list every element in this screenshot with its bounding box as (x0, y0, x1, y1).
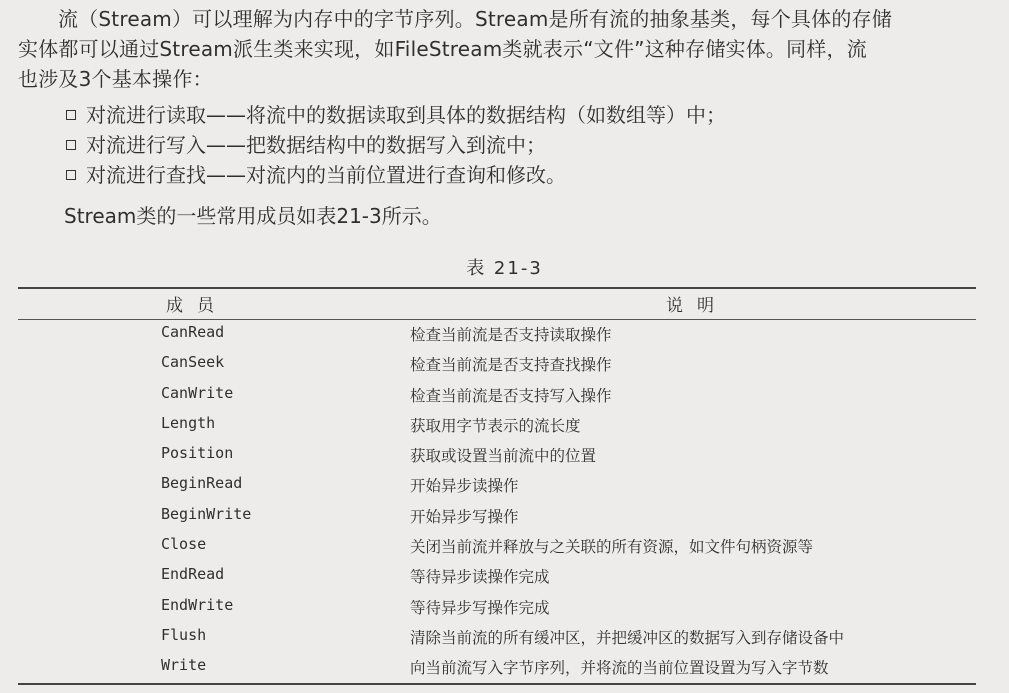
member-cell: Flush (161, 625, 207, 644)
table-row (0, 321, 1009, 351)
description-cell: 关闭当前流并释放与之关联的所有资源，如文件句柄资源等 (410, 538, 814, 557)
operation-text: 对流进行查找——对流内的当前位置进行查询和修改。 (86, 163, 566, 187)
description-cell: 检查当前流是否支持写入操作 (410, 386, 612, 405)
description-cell: 获取用字节表示的流长度 (410, 416, 581, 435)
list-item (66, 160, 726, 190)
table-body (0, 321, 1009, 685)
table-row (0, 624, 1009, 654)
table-row (0, 654, 1009, 684)
table-row (0, 412, 1009, 442)
intro-line: 实体都可以通过Stream派生类来实现，如FileStream类就表示“文件”这种存储实体。同样，流 (18, 37, 867, 61)
operations-list (66, 100, 726, 190)
intro-line: 流（Stream）可以理解为内存中的字节序列。Stream是所有流的抽象基类，每个具体的存储 (58, 7, 892, 31)
member-cell: CanSeek (161, 353, 225, 372)
table-row (0, 533, 1009, 563)
description-cell: 向当前流写入字节序列，并将流的当前位置设置为写入字节数 (410, 659, 829, 678)
table-bottom-rule (18, 683, 976, 685)
list-item (66, 130, 726, 160)
description-cell: 开始异步写操作 (410, 507, 519, 526)
table-intro: Stream类的一些常用成员如表21-3所示。 (64, 204, 442, 228)
table-top-rule (18, 287, 976, 289)
table-row (0, 472, 1009, 502)
member-cell: EndRead (161, 565, 225, 584)
member-cell: CanWrite (161, 383, 234, 402)
description-cell: 检查当前流是否支持读取操作 (410, 326, 612, 344)
description-cell: 清除当前流的所有缓冲区，并把缓冲区的数据写入到存储设备中 (410, 628, 845, 647)
table-row (0, 503, 1009, 533)
table-row (0, 563, 1009, 593)
description-cell: 检查当前流是否支持查找操作 (410, 356, 612, 375)
member-cell: Length (161, 413, 216, 432)
description-cell: 开始异步读操作 (410, 477, 519, 496)
operation-text: 对流进行读取——将流中的数据读取到具体的数据结构（如数组等）中； (86, 103, 726, 127)
description-cell: 等待异步读操作完成 (410, 568, 550, 587)
description-cell: 获取或设置当前流中的位置 (410, 447, 597, 466)
member-cell: EndWrite (161, 595, 234, 614)
member-cell: Write (161, 656, 207, 675)
checkbox-bullet-icon (66, 140, 76, 150)
operation-text: 对流进行写入——把数据结构中的数据写入到流中； (86, 133, 546, 157)
member-cell: BeginWrite (161, 504, 252, 523)
table-caption: 表 21-3 (466, 258, 543, 279)
member-cell: Position (161, 444, 234, 463)
table-row (0, 382, 1009, 412)
description-cell: 等待异步写操作完成 (410, 598, 550, 617)
table-row (0, 442, 1009, 472)
member-cell: BeginRead (161, 474, 243, 493)
checkbox-bullet-icon (66, 110, 76, 120)
member-cell: Close (161, 535, 207, 554)
table-header-rule (18, 319, 976, 320)
list-item (66, 100, 726, 130)
table-row (0, 594, 1009, 624)
column-header-member: 成员 (166, 296, 228, 316)
checkbox-bullet-icon (66, 170, 76, 180)
member-cell: CanRead (161, 323, 225, 341)
table-row (0, 351, 1009, 381)
intro-paragraph (18, 4, 990, 94)
column-header-description: 说明 (666, 296, 728, 316)
intro-line: 也涉及3个基本操作： (18, 67, 213, 91)
